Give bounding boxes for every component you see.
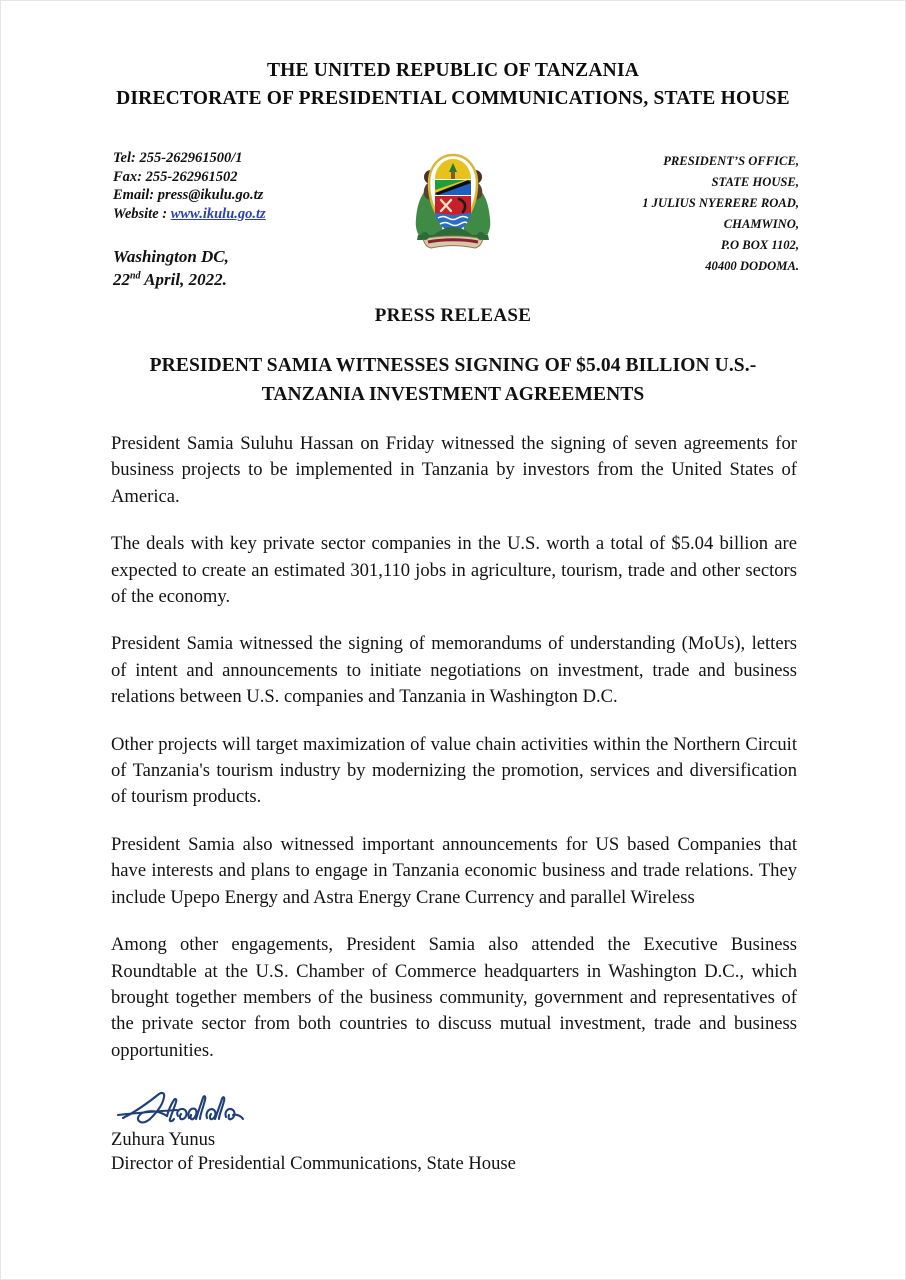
address-line-2: STATE HOUSE,: [711, 175, 799, 189]
letterhead-line-directorate: DIRECTORATE OF PRESIDENTIAL COMMUNICATIONS, STATE HOUSE: [116, 88, 790, 109]
contact-details: [113, 149, 266, 223]
page-title: PRESIDENT SAMIA WITNESSES SIGNING OF $5.04 BILLION U.S.-TANZANIA INVESTMENT AGREEMENTS: [149, 355, 757, 405]
handwritten-signature-icon: [115, 1088, 245, 1130]
contact-website-label: Website :: [113, 205, 171, 222]
signatory-title: Director of Presidential Communications, State House: [111, 1153, 516, 1175]
body-paragraph-3: President Samia witnessed the signing of memorandums of understanding (MoUs), letters of intent and announcements to initiate negotiations on investment, trade and business relations between U.S. companies and Tanzania in Washington D.C.: [111, 633, 797, 708]
signature-block: [111, 1088, 905, 1176]
contact-fax: Fax: 255-262961502: [113, 168, 238, 185]
address-line-4: CHAMWINO,: [723, 217, 799, 231]
body-paragraph-2: The deals with key private sector companies in the U.S. worth a total of $5.04 billion are expected to create an estimated 301,110 jobs in agriculture, tourism, trade and other sectors of the economy.: [111, 533, 797, 608]
address-line-6: 40400 DODOMA.: [705, 259, 799, 273]
date-label: [113, 268, 229, 291]
body-paragraph-1: President Samia Suluhu Hassan on Friday witnessed the signing of seven agreements for business projects to be implemented in Tanzania by investors from the United States of America.: [111, 433, 797, 507]
address-line-3: 1 JULIUS NYERERE ROAD,: [642, 196, 799, 210]
body-paragraph-4: Other projects will target maximization of value chain activities within the Northern Circuit of Tanzania's tourism industry by modernizing the promotion, services and diversification of tourism products.: [111, 733, 797, 808]
body-paragraph-6: Among other engagements, President Samia also attended the Executive Business Roundtable at the U.S. Chamber of Commerce headquarters in Washington D.C., which brought together members of the business community, government and representatives of the private sector from both countries to discuss mutual investment, trade and business opportunities.: [111, 934, 797, 1061]
address-line-1: PRESIDENT’S OFFICE,: [663, 154, 799, 168]
letterhead: [1, 1, 905, 113]
body-paragraph-5: President Samia also witnessed important announcements for US based Companies that have interests and plans to engage in Tanzania economic business and trade relations. They include Upepo Energy and Astra Energy Crane Currency and parallel Wireless: [111, 833, 797, 908]
place-label: Washington DC,: [113, 247, 229, 266]
tanzania-coat-of-arms-icon: [401, 143, 505, 251]
letterhead-line-country: THE UNITED REPUBLIC OF TANZANIA: [266, 60, 640, 81]
contact-tel: Tel: 255-262961500/1: [113, 150, 243, 166]
date-day: 22: [113, 270, 130, 289]
signatory-name: Zuhura Yunus: [111, 1129, 216, 1151]
date-day-suffix: nd: [130, 270, 141, 282]
place-and-date: [113, 245, 229, 291]
press-release-label: PRESS RELEASE: [374, 305, 532, 326]
office-address: [642, 151, 799, 277]
website-link[interactable]: www.ikulu.go.tz: [170, 205, 266, 222]
contact-website-row: [113, 205, 266, 224]
masthead: [1, 149, 905, 299]
document-body: [111, 431, 797, 1064]
contact-email: Email: press@ikulu.go.tz: [113, 187, 264, 203]
date-rest: April, 2022.: [140, 270, 227, 289]
address-line-5: P.O BOX 1102,: [720, 238, 799, 252]
